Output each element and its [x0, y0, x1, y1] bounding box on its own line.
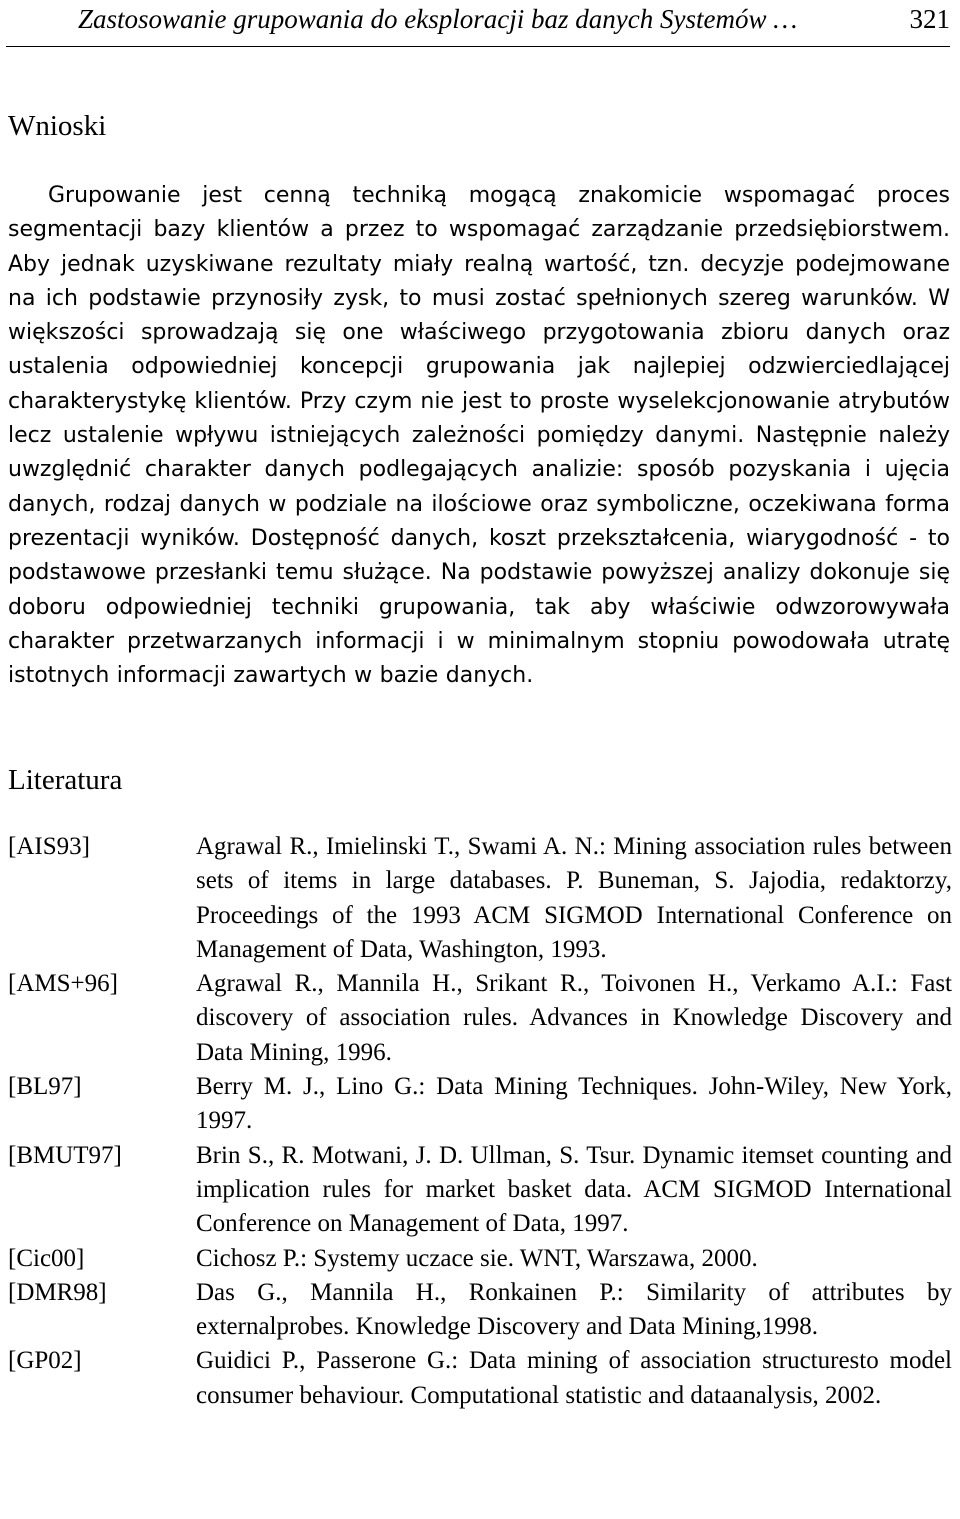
conclusions-paragraph — [8, 179, 950, 693]
reference-key: [BMUT97] — [8, 1141, 122, 1169]
reference-item — [8, 1344, 952, 1413]
reference-key: [DMR98] — [8, 1278, 107, 1306]
conclusions-paragraph-text: Grupowanie jest cenną techniką mogącą znakomicie wspomagać proces segmentacji bazy klientów a przez to wspomagać zarządzanie przedsiębiorstwem. Aby jednak uzyskiwane rezultaty miały realną wartość, tzn. decyzje podejmowane na ich podstawie przynosiły zysk, to musi zostać spełnionych szereg warunków. W większości sprowadzają się one właściwego przygotowania zbioru danych oraz ustalenia odpowiedniej koncepcji grupowania jak najlepiej odzwierciedlającej charakterystykę klientów. Przy czym nie jest to proste wyselekcjonowanie atrybutów lecz ustalenie wpływu istniejących zależności pomiędzy danymi. Następnie należy uwzględnić charakter danych podlegających analizie: sposób pozyskania i ujęcia danych, rodzaj danych w podziale na ilościowe oraz symboliczne, oczekiwana forma prezentacji wyników. Dostępność danych, koszt przekształcenia, wiarygodność - to podstawowe przesłanki temu służące. Na podstawie powyższej analizy dokonuje się doboru odpowiedniej techniki grupowania, tak aby właściwie odwzorowywała charakter przetwarzanych informacji i w minimalnym stopniu powodowała utratę istotnych informacji zawartych w bazie danych. — [8, 183, 950, 689]
reference-text: Das G., Mannila H., Ronkainen P.: Similarity of attributes by externalprobes. Knowledge Discovery and Data Mining,1998. — [196, 1278, 952, 1341]
reference-key: [AIS93] — [8, 833, 90, 860]
reference-key: [Cic00] — [8, 1244, 85, 1272]
literature-heading: Literatura — [8, 764, 123, 796]
reference-text: Berry M. J., Lino G.: Data Mining Techniques. John-Wiley, New York, 1997. — [196, 1073, 952, 1135]
reference-item — [8, 967, 952, 1070]
conclusions-heading: Wnioski — [8, 110, 107, 142]
reference-item — [8, 830, 952, 967]
reference-item — [8, 1070, 952, 1139]
reference-key: [BL97] — [8, 1073, 82, 1101]
reference-text: Agrawal R., Mannila H., Srikant R., Toivonen H., Verkamo A.I.: Fast discovery of association rules. Advances in Knowledge Discovery and Data Mining, 1996. — [196, 970, 952, 1066]
page-number: 321 — [909, 4, 950, 34]
reference-key: [AMS+96] — [8, 970, 118, 998]
running-title: Zastosowanie grupowania do eksploracji baz danych Systemów … — [78, 4, 798, 34]
reference-list — [8, 830, 952, 1413]
running-header — [6, 0, 950, 47]
reference-text: Guidici P., Passerone G.: Data mining of association structuresto model consumer behaviour. Computational statistic and dataanalysis, 2002. — [196, 1347, 952, 1409]
reference-text: Cichosz P.: Systemy uczace sie. WNT, Warszawa, 2000. — [196, 1244, 758, 1272]
reference-item — [8, 1242, 952, 1276]
reference-item — [8, 1139, 952, 1242]
reference-key: [GP02] — [8, 1347, 82, 1375]
reference-text: Agrawal R., Imielinski T., Swami A. N.: Mining association rules between sets of items in large databases. P. Buneman, S. Jajodia, redaktorzy, Proceedings of the 1993 ACM SIGMOD International Conference on Management of Data, Washington, 1993. — [196, 833, 952, 963]
reference-text: Brin S., R. Motwani, J. D. Ullman, S. Tsur. Dynamic itemset counting and implication rules for market basket data. ACM SIGMOD International Conference on Management of Data, 1997. — [196, 1141, 952, 1238]
reference-item — [8, 1276, 952, 1345]
